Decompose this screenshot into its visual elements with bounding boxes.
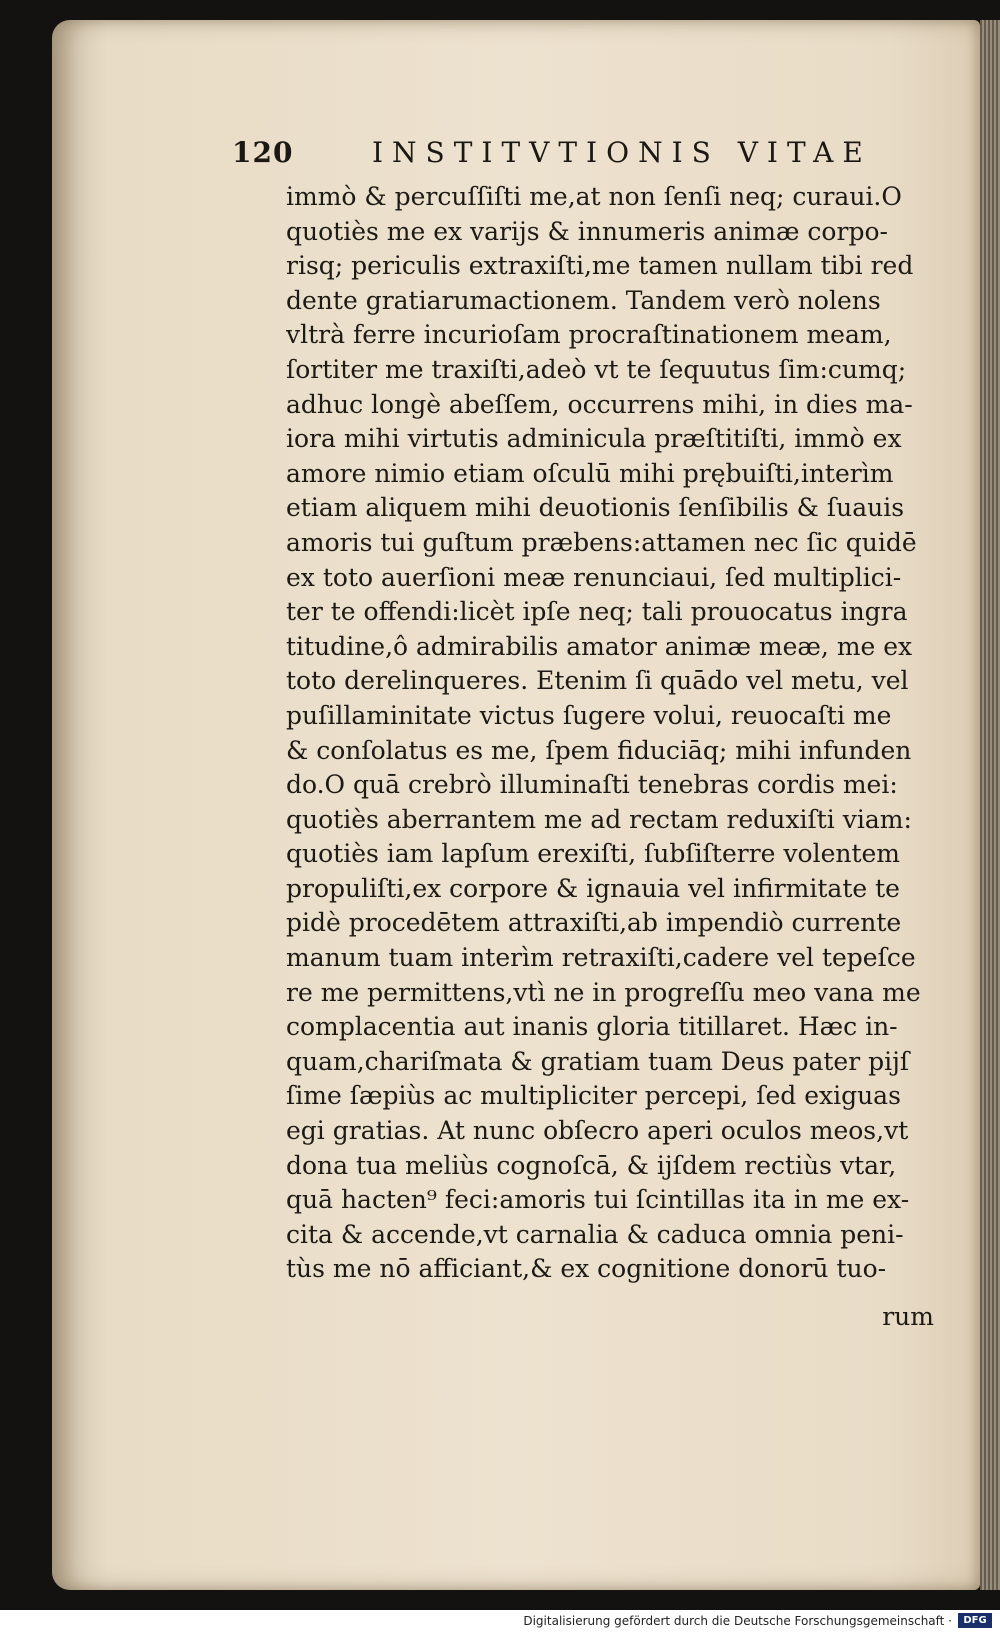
body-text — [286, 180, 934, 1287]
text-line: pidè procedētem attraxiſti,ab impendiò currente — [286, 908, 902, 938]
text-line: amore nimio etiam oſculū mihi prębuiſti,interìm — [286, 458, 894, 488]
text-line: ter te offendi:licèt ipſe neq; tali prouocatus ingra — [286, 597, 908, 627]
text-line: puſillaminitate victus ſugere volui, reuocaſti me — [286, 700, 892, 730]
page-edge — [980, 20, 1000, 1590]
dfg-logo: DFG — [958, 1613, 992, 1628]
text-line: tùs me nō afficiant,& ex cognitione donorū tuo- — [286, 1254, 887, 1284]
text-line: propuliſti,ex corpore & ignauia vel infirmitate te — [286, 873, 900, 903]
text-line: manum tuam interìm retraxiſti,cadere vel tepeſce — [286, 943, 916, 973]
text-line: vltrà ferre incurioſam procraſtinationem meam, — [286, 320, 892, 350]
text-line: risq; periculis extraxiſti,me tamen nullam tibi red — [286, 251, 914, 281]
text-line: ſortiter me traxiſti,adeò vt te ſequutus ſim:cumq; — [286, 354, 907, 384]
footer-credit: Digitalisierung gefördert durch die Deutsche Forschungsgemeinschaft · — [523, 1614, 952, 1628]
text-line: etiam aliquem mihi deuotionis ſenſibilis & ſuauis — [286, 493, 905, 523]
page-header — [232, 136, 872, 176]
footer-bar — [0, 1610, 1000, 1632]
text-line: titudine,ô admirabilis amator animæ meæ, me ex — [286, 631, 913, 661]
text-line: toto derelinqueres. Etenim ſi quādo vel metu, vel — [286, 666, 909, 696]
page-number: 120 — [232, 136, 294, 169]
text-line: quam,chariſmata & gratiam tuam Deus pater pijſ — [286, 1046, 910, 1076]
running-title: INSTITVTIONIS VITAE — [372, 136, 872, 169]
text-line: amoris tui guſtum præbens:attamen nec ſic quidē — [286, 527, 917, 557]
text-line: dente gratiarumaᴄtionem. Tandem verò nolens — [286, 285, 881, 315]
text-line: re me permittens,vtì ne in progreſſu meo vana me — [286, 977, 921, 1007]
text-line: complacentia aut inanis gloria titillaret. Hæc in- — [286, 1012, 898, 1042]
text-line: egi gratias. At nunc obſecro aperi oculos meos,vt — [286, 1116, 909, 1146]
text-line: dona tua meliùs cognoſcā, & ijſdem rectiùs vtar, — [286, 1150, 897, 1180]
text-line: quotiès iam lapſum erexiſti, ſubſiſterre volentem — [286, 839, 901, 869]
text-line: do.O quā crebrò illuminaſti tenebras cordis mei: — [286, 770, 898, 800]
text-line: ſime ſæpiùs ac multipliciter percepi, ſed exiguas — [286, 1081, 901, 1111]
catchword: rum — [882, 1302, 934, 1331]
text-line: & conſolatus es me, ſpem fiduciāq; mihi infunden — [286, 735, 912, 765]
text-line: adhuc longè abeſſem, occurrens mihi, in dies ma- — [286, 389, 913, 419]
text-line: iora mihi virtutis adminicula præſtitiſti, immò ex — [286, 424, 902, 454]
text-line: ex toto auerſioni meæ renunciaui, ſed multiplici- — [286, 562, 902, 592]
text-line: cita & accende,vt carnalia & caduca omnia peni- — [286, 1219, 904, 1249]
text-line: quotiès me ex varijs & innumeris animæ corpo- — [286, 216, 888, 246]
text-line: quotiès aberrantem me ad rectam reduxiſti viam: — [286, 804, 912, 834]
text-line: immò & percuſſiſti me,at non ſenſi neq; curaui.O — [286, 182, 902, 211]
text-line: quā hacten⁹ feci:amoris tui ſcintillas ita in me ex- — [286, 1185, 910, 1215]
